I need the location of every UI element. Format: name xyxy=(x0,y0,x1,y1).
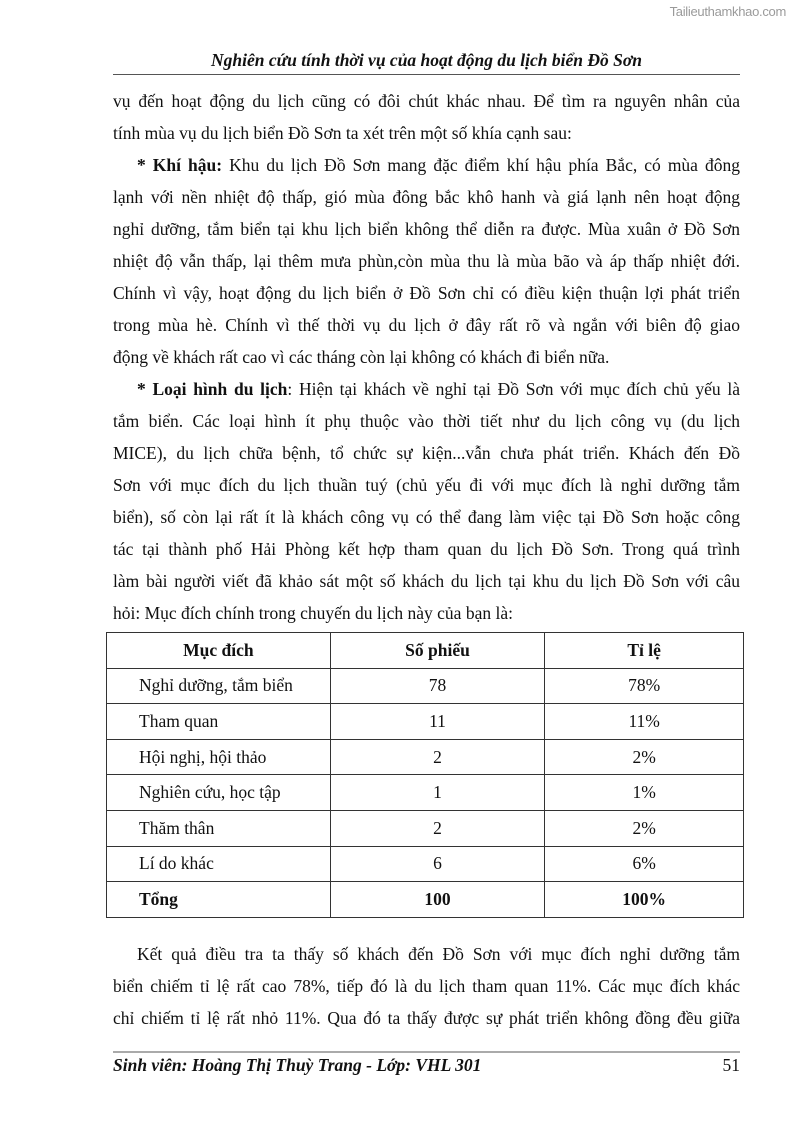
text-line xyxy=(113,149,740,181)
cell-ratio: 2% xyxy=(545,739,744,775)
cell-ratio: 6% xyxy=(545,846,744,882)
text-line xyxy=(113,117,740,149)
page-footer xyxy=(113,1055,740,1076)
footer-author: Sinh viên: Hoàng Thị Thuỳ Trang - Lớp: VHL 301 xyxy=(113,1055,482,1075)
header-votes: Số phiếu xyxy=(330,633,545,669)
text-line xyxy=(113,373,740,405)
cell-purpose: Nghiên cứu, học tập xyxy=(107,775,331,811)
cell-purpose: Tham quan xyxy=(107,704,331,740)
footer-divider xyxy=(113,1051,740,1053)
line-text: MICE), du lịch chữa bệnh, tổ chức sự kiện...vẫn chưa phát triển. Khách đến Đồ xyxy=(113,443,740,463)
line-text: Sơn với mục đích du lịch thuần tuý (chủ yếu đi với mục đích là nghỉ dưỡng tắm xyxy=(113,475,740,495)
cell-ratio: 11% xyxy=(545,704,744,740)
line-text: làm bài người viết đã khảo sát một số khách du lịch tại khu du lịch Đồ Sơn với câu xyxy=(113,571,740,591)
section-label: * Loại hình du lịch xyxy=(137,379,288,399)
line-text: trong mùa hè. Chính vì thế thời vụ du lịch ở đây rất rõ và ngắn với biên độ giao xyxy=(113,315,740,335)
line-text: hỏi: Mục đích chính trong chuyến du lịch này của bạn là: xyxy=(113,603,513,623)
text-line xyxy=(113,213,740,245)
line-text: : Hiện tại khách về nghỉ tại Đồ Sơn với mục đích chủ yếu là xyxy=(287,379,740,399)
survey-table xyxy=(106,632,744,918)
page-number: 51 xyxy=(722,1055,740,1075)
line-text: vụ đến hoạt động du lịch cũng có đôi chút khác nhau. Để tìm ra nguyên nhân của xyxy=(113,91,740,111)
header-ratio: Tỉ lệ xyxy=(545,633,744,669)
text-line xyxy=(113,245,740,277)
watermark: Tailieuthamkhao.com xyxy=(669,4,786,19)
text-line: biển chiếm tỉ lệ rất cao 78%, tiếp đó là du lịch tham quan 11%. Các mục đích khác xyxy=(113,976,740,996)
cell-votes: 6 xyxy=(330,846,545,882)
text-line xyxy=(113,309,740,341)
text-line xyxy=(113,181,740,213)
table-row xyxy=(107,810,744,846)
text-line: chỉ chiếm tỉ lệ rất nhỏ 11%. Qua đó ta thấy được sự phát triển không đồng đều giữa xyxy=(113,1008,740,1028)
text-line xyxy=(113,341,740,373)
cell-votes: 78 xyxy=(330,668,545,704)
section-label: * Khí hậu: xyxy=(137,155,223,175)
text-line xyxy=(113,501,740,533)
cell-purpose: Lí do khác xyxy=(107,846,331,882)
table-header-row xyxy=(107,633,744,669)
conclusion-text xyxy=(113,938,740,1034)
header-purpose: Mục đích xyxy=(107,633,331,669)
line-text: biển), số còn lại rất ít là khách công vụ có thể đang làm việc tại Đồ Sơn hoặc công xyxy=(113,507,740,527)
text-line xyxy=(113,85,740,117)
text-line xyxy=(113,437,740,469)
line-text: Chính vì vậy, hoạt động du lịch biển ở Đồ Sơn chỉ có điều kiện thuận lợi phát triển xyxy=(113,283,740,303)
text-line xyxy=(113,277,740,309)
line-text: tác tại thành phố Hải Phòng kết hợp tham quan du lịch Đồ Sơn. Trong quá trình xyxy=(113,539,740,559)
header-divider xyxy=(113,74,740,75)
line-text: tính mùa vụ du lịch biển Đồ Sơn ta xét trên một số khía cạnh sau: xyxy=(113,123,572,143)
table-row xyxy=(107,668,744,704)
body-text xyxy=(113,85,740,629)
text-line xyxy=(113,405,740,437)
cell-votes: 11 xyxy=(330,704,545,740)
line-text: nhiệt độ vẫn thấp, lại thêm mưa phùn,còn mùa thu là mùa bão và áp thấp nhiệt đới. xyxy=(113,251,740,271)
cell-purpose: Hội nghị, hội thảo xyxy=(107,739,331,775)
cell-total-label: Tổng xyxy=(107,882,331,918)
line-text: Khu du lịch Đồ Sơn mang đặc điểm khí hậu phía Bắc, có mùa đông xyxy=(222,155,741,175)
cell-total-votes: 100 xyxy=(330,882,545,918)
text-line: Kết quả điều tra ta thấy số khách đến Đồ Sơn với mục đích nghỉ dưỡng tắm xyxy=(137,944,740,964)
text-line xyxy=(113,565,740,597)
cell-votes: 1 xyxy=(330,775,545,811)
cell-purpose: Thăm thân xyxy=(107,810,331,846)
cell-purpose: Nghỉ dưỡng, tắm biển xyxy=(107,668,331,704)
table-row xyxy=(107,775,744,811)
line-text: tắm biển. Các loại hình ít phụ thuộc vào thời tiết như du lịch công vụ (du lịch xyxy=(113,411,740,431)
text-line xyxy=(113,597,740,629)
cell-votes: 2 xyxy=(330,739,545,775)
text-line xyxy=(113,469,740,501)
line-text: động về khách rất cao vì các tháng còn lại không có khách đi biển nữa. xyxy=(113,347,610,367)
table-row xyxy=(107,739,744,775)
page-header-title: Nghiên cứu tính thời vụ của hoạt động du lịch biển Đồ Sơn xyxy=(211,50,642,70)
cell-ratio: 2% xyxy=(545,810,744,846)
line-text: lạnh với nền nhiệt độ thấp, gió mùa đông bắc khô hanh và giá lạnh nên hoạt động xyxy=(113,187,740,207)
cell-ratio: 1% xyxy=(545,775,744,811)
line-text: nghỉ dưỡng, tắm biển tại khu lịch biển không thể diễn ra được. Mùa xuân ở Đồ Sơn xyxy=(113,219,740,239)
table-row xyxy=(107,846,744,882)
cell-ratio: 78% xyxy=(545,668,744,704)
table-row xyxy=(107,704,744,740)
cell-total-ratio: 100% xyxy=(545,882,744,918)
table-total-row xyxy=(107,882,744,918)
text-line xyxy=(113,533,740,565)
cell-votes: 2 xyxy=(330,810,545,846)
